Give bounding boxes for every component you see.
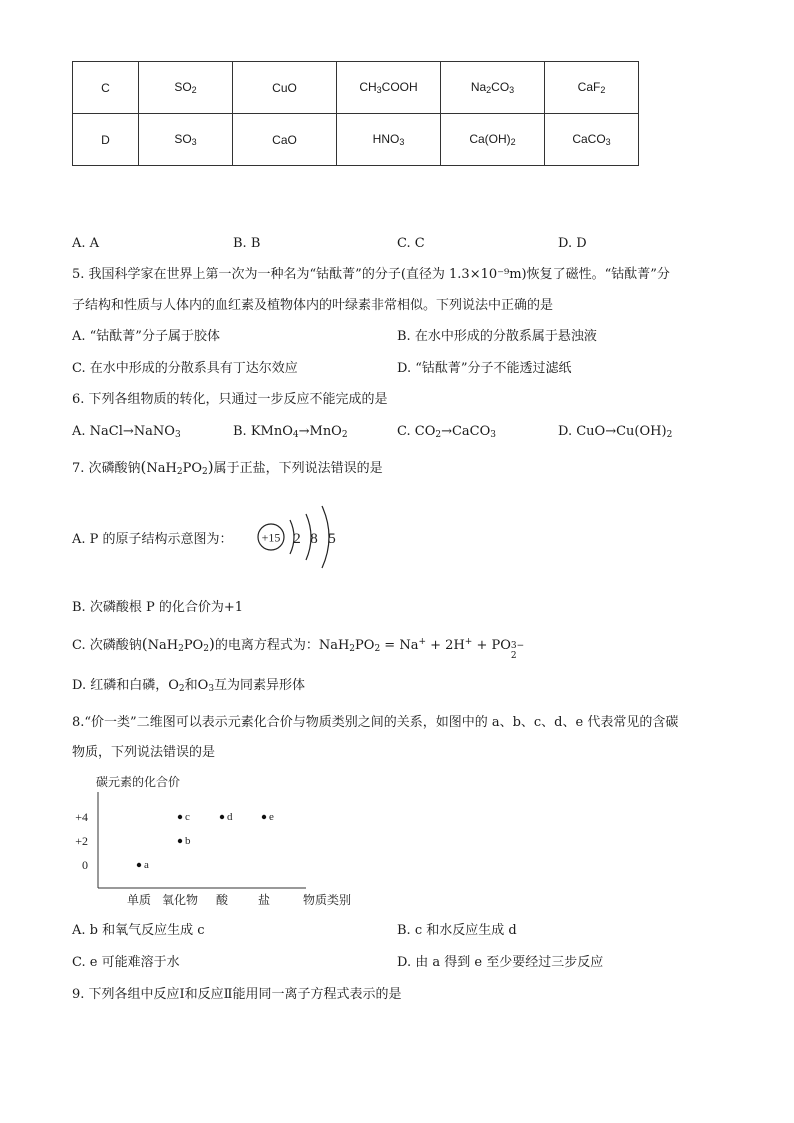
q6-option-c: C. $CO_2\to CaCO_3$ <box>397 424 497 440</box>
table-cell: CaCO$_3$ <box>545 114 639 166</box>
y-tick-label: 0 <box>82 858 88 872</box>
table-cell: $HNO_3$ <box>337 114 441 166</box>
q7-option-d: D. 红磷和白磷，$O_2$和$O_3$互为同素异形体 <box>72 678 306 694</box>
y-axis-label: 碳元素的化合价 <box>96 775 181 789</box>
table-cell: $Ca(OH)_2$ <box>441 114 545 166</box>
x-tick-label: 单质 <box>126 893 152 907</box>
q7-option-a: A. P 的原子结构示意图为： <box>72 532 233 547</box>
table-cell: $CH_3COOH$ <box>337 62 441 114</box>
table-cell: CaF$_2$ <box>545 62 639 114</box>
q8-option-c: C. e 可能难溶于水 <box>72 955 180 970</box>
q8-stem-line2: 物质，下列说法错误的是 <box>72 745 216 760</box>
x-axis-label: 物质类别 <box>303 893 352 907</box>
q9-stem: 9. 下列各组中反应Ⅰ和反应Ⅱ能用同一离子方程式表示的是 <box>72 987 402 1002</box>
data-point-a <box>137 863 141 867</box>
table-row <box>73 62 639 114</box>
q6-option-d: D. $CuO\to Cu(OH)_2$ <box>558 424 673 440</box>
option-b: B. B <box>233 236 261 251</box>
q5-stem-line1: 5. 我国科学家在世界上第一次为一种名为“钴酞菁”的分子(直径为 1.3×10⁻⁹m)恢复了磁性。“钴酞菁”分 <box>72 267 670 282</box>
q7-stem: 7. 次磷酸钠$(NaH_2PO_2)$属于正盐，下列说法错误的是 <box>72 458 383 477</box>
shell-electron-count: 8 <box>310 531 318 547</box>
q8-option-d: D. 由 a 得到 e 至少要经过三步反应 <box>397 955 604 970</box>
row-label: D <box>73 114 139 166</box>
x-tick-label: 酸 <box>215 893 229 907</box>
q5-stem-line2: 子结构和性质与人体内的血红素及植物体内的叶绿素非常相似。下列说法中正确的是 <box>72 298 554 313</box>
y-tick-label: +2 <box>75 834 88 848</box>
x-tick-label: 盐 <box>257 893 271 907</box>
q8-option-a: A. b 和氧气反应生成 c <box>72 923 205 938</box>
table-cell: CaO <box>233 114 337 166</box>
q5-option-c: C. 在水中形成的分散系具有丁达尔效应 <box>72 361 298 376</box>
shell-electron-count: 5 <box>328 531 336 547</box>
q5-option-d: D. “钴酞菁”分子不能透过滤纸 <box>397 361 572 376</box>
q6-option-b: B. KMnO$_4$→MnO$_2$ <box>233 424 348 440</box>
q5-option-b: B. 在水中形成的分散系属于悬浊液 <box>397 329 597 344</box>
nucleus-charge: +15 <box>261 530 281 545</box>
data-point-label: c <box>185 811 190 823</box>
option-d: D. D <box>558 236 587 251</box>
data-point-label: a <box>144 859 149 871</box>
table-cell: $SO_2$ <box>139 62 233 114</box>
q7-option-b: B. 次磷酸根 P 的化合价为+1 <box>72 600 243 615</box>
shell-electron-count: 2 <box>293 531 301 547</box>
q5-option-a: A. “钴酞菁”分子属于胶体 <box>72 329 220 344</box>
option-c: C. C <box>397 236 425 251</box>
x-tick-label: 氧化物 <box>161 893 199 907</box>
q8-stem-line1: 8.“价一类”二维图可以表示元素化合价与物质类别之间的关系，如图中的 a、b、c、d、e 代表常见的含碳 <box>72 715 679 730</box>
valence-category-chart <box>60 768 380 916</box>
data-point-c <box>178 815 182 819</box>
data-point-d <box>220 815 224 819</box>
table-row <box>73 114 639 166</box>
data-point-label: e <box>269 811 274 823</box>
data-point-e <box>262 815 266 819</box>
q7-option-c: C. 次磷酸钠$(NaH_2PO_2)$的电离方程式为：$NaH_2PO_2 = Na^+ + 2H^+$ + PO 3− 2 <box>72 635 525 661</box>
table-cell: $SO_3$ <box>139 114 233 166</box>
q6-option-a: A. NaCl→NaNO$_3$ <box>72 424 181 440</box>
data-point-label: d <box>227 811 233 823</box>
y-tick-label: +4 <box>75 810 88 824</box>
data-point-b <box>178 839 182 843</box>
q8-option-b: B. c 和水反应生成 d <box>397 923 517 938</box>
phosphorus-atom-structure-diagram <box>252 498 342 578</box>
substance-table <box>72 61 639 166</box>
row-label: C <box>73 62 139 114</box>
table-cell: $Na_2CO_3$ <box>441 62 545 114</box>
q6-stem: 6. 下列各组物质的转化，只通过一步反应不能完成的是 <box>72 392 388 407</box>
table-cell: CuO <box>233 62 337 114</box>
data-point-label: b <box>185 835 191 847</box>
option-a: A. A <box>72 236 100 251</box>
